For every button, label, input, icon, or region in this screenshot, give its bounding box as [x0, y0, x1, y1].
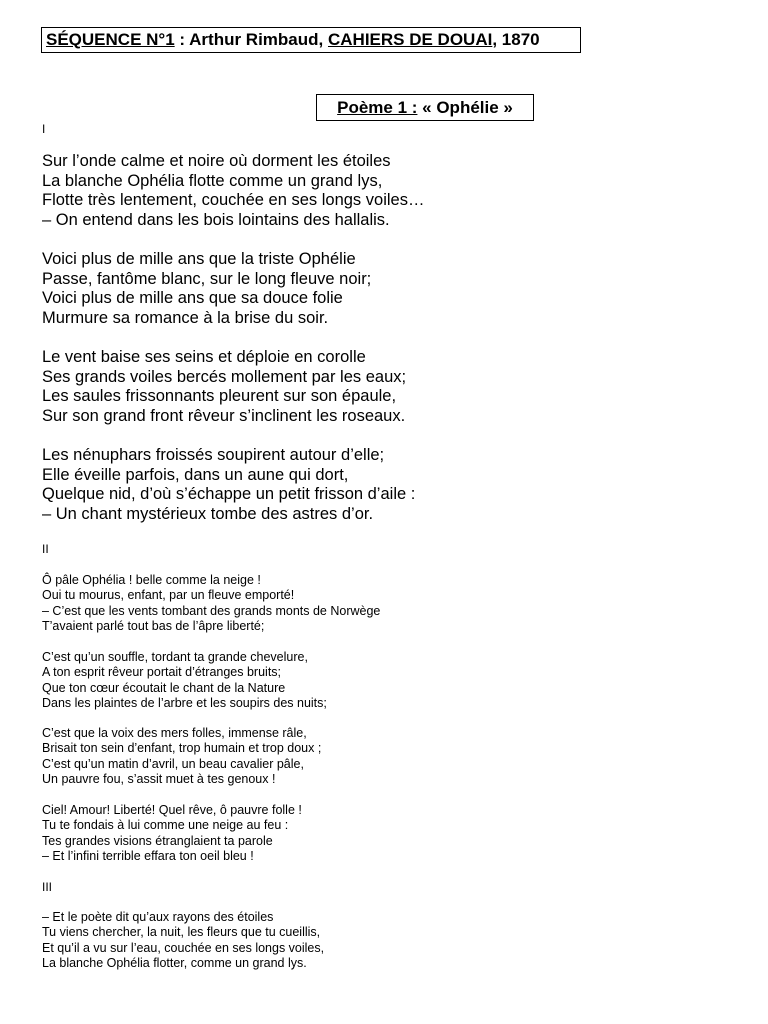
stanza [42, 446, 415, 524]
verse-line: Ô pâle Ophélia ! belle comme la neige ! [42, 573, 261, 587]
part-label-ii: II [42, 542, 49, 556]
verse-line: Elle éveille parfois, dans un aune qui dort, [42, 465, 349, 484]
poem-label: Poème 1 : [337, 98, 418, 117]
collection-title: CAHIERS DE DOUAI [327, 30, 493, 49]
stanza [42, 650, 327, 711]
verse-line: C’est qu’un souffle, tordant ta grande chevelure, [42, 650, 308, 664]
verse-line: – Et l’infini terrible effara ton oeil bleu ! [42, 848, 254, 863]
verse-line: Murmure sa romance à la brise du soir. [42, 308, 329, 327]
stanza [42, 910, 324, 971]
verse-line: Dans les plaintes de l’arbre et les soupirs des nuits; [42, 695, 327, 710]
poem-title [316, 94, 534, 121]
stanza [42, 573, 380, 634]
part-label-i: I [42, 122, 46, 136]
verse-line: Tu te fondais à lui comme une neige au feu : [42, 818, 289, 833]
verse-line: – Un chant mystérieux tombe des astres d’or. [42, 504, 374, 523]
verse-line: Quelque nid, d’où s’échappe un petit frisson d’aile : [42, 485, 416, 503]
stanza [42, 803, 302, 864]
stanza [42, 152, 424, 230]
verse-line: – C’est que les vents tombant des grands monts de Norwège [42, 603, 381, 618]
verse-line: La blanche Ophélia flotte comme un grand lys, [42, 171, 383, 190]
verse-line: Voici plus de mille ans que sa douce folie [42, 289, 343, 307]
stanza [42, 250, 371, 328]
author-text: : Arthur Rimbaud, [174, 30, 328, 49]
poem-name: « Ophélie » [417, 98, 513, 117]
verse-line: Voici plus de mille ans que la triste Ophélie [42, 250, 356, 268]
verse-line: Tu viens chercher, la nuit, les fleurs que tu cueillis, [42, 925, 321, 940]
verse-line: La blanche Ophélia flotter, comme un grand lys. [42, 955, 307, 970]
verse-line: Que ton cœur écoutait le chant de la Nature [42, 680, 286, 695]
verse-line: Ciel! Amour! Liberté! Quel rêve, ô pauvre folle ! [42, 803, 302, 817]
verse-line: Brisait ton sein d’enfant, trop humain et trop doux ; [42, 741, 322, 756]
verse-line: Oui tu mourus, enfant, par un fleuve emporté! [42, 588, 295, 603]
verse-line: Et qu’il a vu sur l’eau, couchée en ses longs voiles, [42, 940, 325, 955]
verse-line: Flotte très lentement, couchée en ses longs voiles… [42, 191, 425, 209]
year-text: , 1870 [492, 30, 540, 49]
verse-line: C’est que la voix des mers folles, immense râle, [42, 726, 307, 740]
verse-line: C’est qu’un matin d’avril, un beau cavalier pâle, [42, 756, 304, 771]
verse-line: Tes grandes visions étranglaient ta parole [42, 833, 273, 848]
verse-line: A ton esprit rêveur portait d’étranges bruits; [42, 665, 282, 680]
verse-line: Ses grands voiles bercés mollement par les eaux; [42, 367, 407, 386]
verse-line: Sur son grand front rêveur s’inclinent les roseaux. [42, 406, 406, 425]
sequence-header [41, 27, 581, 53]
part-label-iii: III [42, 880, 53, 894]
verse-line: Sur l’onde calme et noire où dorment les étoiles [42, 152, 391, 170]
stanza [42, 726, 321, 787]
verse-line: Passe, fantôme blanc, sur le long fleuve noir; [42, 269, 372, 288]
verse-line: Le vent baise ses seins et déploie en corolle [42, 348, 366, 366]
stanza [42, 348, 406, 426]
verse-line: – On entend dans les bois lointains des hallalis. [42, 210, 390, 229]
sequence-number: SÉQUENCE N°1 [46, 30, 175, 49]
verse-line: T’avaient parlé tout bas de l’âpre liberté; [42, 618, 265, 633]
verse-line: Un pauvre fou, s’assit muet à tes genoux ! [42, 771, 276, 786]
verse-line: – Et le poète dit qu’aux rayons des étoiles [42, 910, 274, 924]
verse-line: Les saules frissonnants pleurent sur son épaule, [42, 387, 397, 405]
verse-line: Les nénuphars froissés soupirent autour d’elle; [42, 446, 385, 464]
